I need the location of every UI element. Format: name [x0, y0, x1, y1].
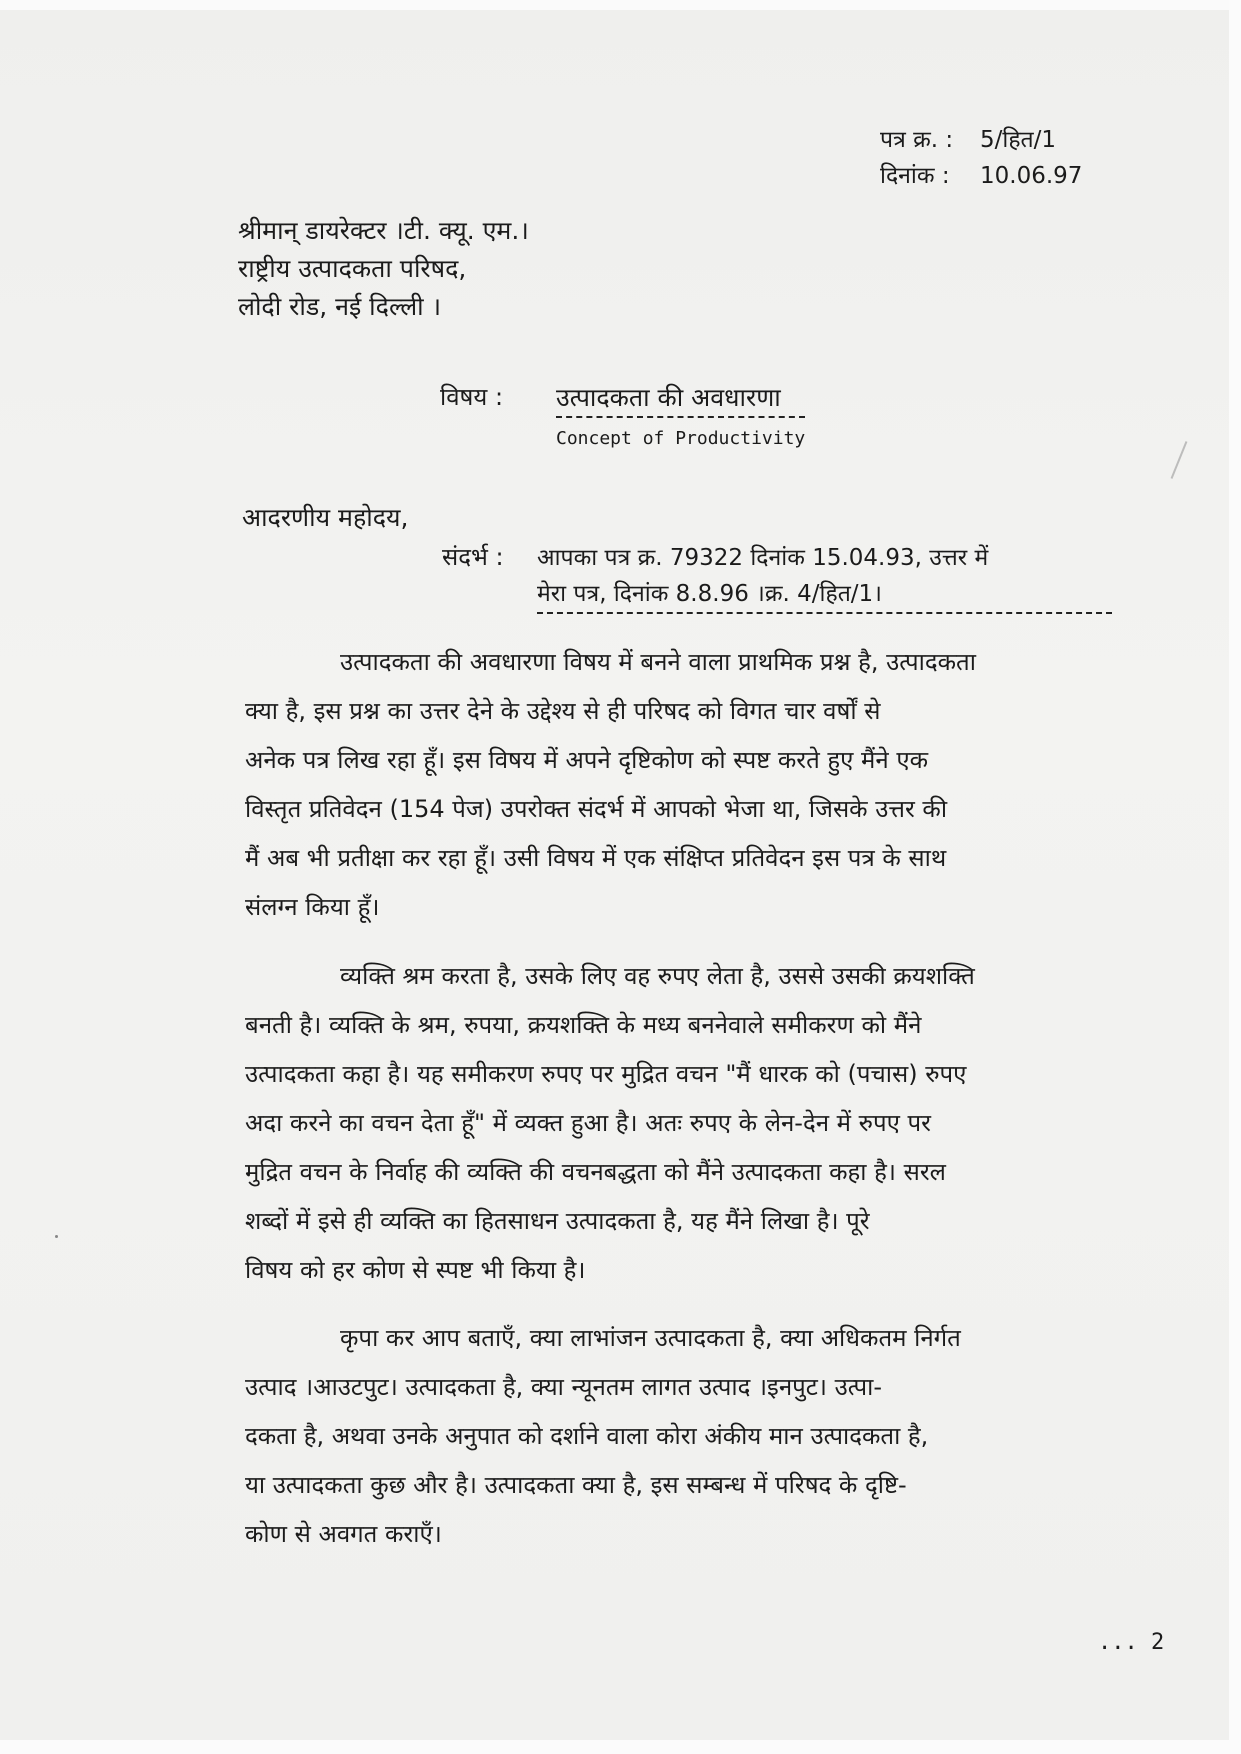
paragraph-line: क्या है, इस प्रश्न का उत्तर देने के उद्देश्य से ही परिषद को विगत चार वर्षों से [245, 697, 881, 725]
body-paragraph-1 [245, 638, 1195, 932]
paragraph-line: या उत्पादकता कुछ और है। उत्पादकता क्या है, इस सम्बन्ध में परिषद के दृष्टि- [245, 1471, 907, 1499]
scan-mark [1171, 441, 1188, 479]
paragraph-line: कोण से अवगत कराएँ। [245, 1520, 442, 1548]
paragraph-line: दकता है, अथवा उनके अनुपात को दर्शाने वाला कोरा अंकीय मान उत्पादकता है, [245, 1422, 929, 1450]
page-continuation: ... 2 [1098, 1630, 1165, 1655]
body-paragraph-2 [245, 952, 1195, 1295]
subject-label: विषय : [440, 383, 504, 411]
date-label: दिनांक : [880, 163, 950, 189]
paragraph-line: कृपा कर आप बताएँ, क्या लाभांजन उत्पादकता है, क्या अधिकतम निर्गत [340, 1324, 961, 1352]
paragraph-line: उत्पादकता कहा है। यह समीकरण रुपए पर मुद्रित वचन "मैं धारक को (पचास) रुपए [245, 1060, 967, 1088]
paragraph-line: मैं अब भी प्रतीक्षा कर रहा हूँ। उसी विषय में एक संक्षिप्त प्रतिवेदन इस पत्र के साथ [245, 844, 947, 872]
paragraph-line: विस्तृत प्रतिवेदन (154 पेज) उपरोक्त संदर्भ में आपको भेजा था, जिसके उत्तर की [245, 795, 948, 823]
subject-english: Concept of Productivity [556, 428, 806, 449]
reference-label: संदर्भ : [442, 543, 504, 571]
paragraph-line: अदा करने का वचन देता हूँ" में व्यक्त हुआ है। अतः रुपए के लेन-देन में रुपए पर [245, 1109, 931, 1137]
subject-block [440, 380, 805, 449]
paragraph-line: उत्पाद ।आउटपुट। उत्पादकता है, क्या न्यूनतम लागत उत्पाद ।इनपुट। उत्पा- [245, 1373, 883, 1401]
ref-number-value: 5/हित/1 [980, 127, 1057, 153]
paragraph-line: संलग्न किया हूँ। [245, 893, 380, 921]
paragraph-line: विषय को हर कोण से स्पष्ट भी किया है। [245, 1256, 586, 1284]
reference-line: मेरा पत्र, दिनांक 8.8.96 ।क्र. 4/हित/1। [537, 576, 1112, 614]
reference-line: आपका पत्र क्र. 79322 दिनांक 15.04.93, उत्तर में [537, 545, 989, 571]
recipient-address [238, 212, 529, 326]
scan-edge-top [0, 0, 1241, 10]
paragraph-line: बनती है। व्यक्ति के श्रम, रुपया, क्रयशक्ति के मध्य बननेवाले समीकरण को मैंने [245, 1011, 922, 1039]
ref-number-label: पत्र क्र. : [880, 127, 954, 153]
address-line: लोदी रोड, नई दिल्ली । [238, 292, 442, 321]
scan-dot [55, 1235, 58, 1238]
subject-hindi: उत्पादकता की अवधारणा [556, 380, 805, 418]
paragraph-line: शब्दों में इसे ही व्यक्ति का हितसाधन उत्पादकता है, यह मैंने लिखा है। पूरे [245, 1207, 870, 1235]
address-line: श्रीमान् डायरेक्टर ।टी. क्यू. एम.। [238, 216, 529, 245]
paragraph-line: मुद्रित वचन के निर्वाह की व्यक्ति की वचनबद्धता को मैंने उत्पादकता कहा है। सरल [245, 1158, 946, 1186]
body-paragraph-3 [245, 1314, 1195, 1559]
paragraph-line: व्यक्ति श्रम करता है, उसके लिए वह रुपए लेता है, उससे उसकी क्रयशक्ति [340, 962, 975, 990]
scan-edge-bottom [0, 1740, 1241, 1754]
reference-number-block [880, 122, 1082, 194]
paragraph-line: अनेक पत्र लिख रहा हूँ। इस विषय में अपने दृष्टिकोण को स्पष्ट करते हुए मैंने एक [245, 746, 929, 774]
date-value: 10.06.97 [980, 163, 1083, 189]
reference-block [442, 540, 1112, 614]
paragraph-line: उत्पादकता की अवधारणा विषय में बनने वाला प्राथमिक प्रश्न है, उत्पादकता [340, 648, 976, 676]
address-line: राष्ट्रीय उत्पादकता परिषद, [238, 254, 467, 283]
scan-edge-right [1229, 0, 1241, 1754]
salutation: आदरणीय महोदय, [242, 503, 409, 532]
